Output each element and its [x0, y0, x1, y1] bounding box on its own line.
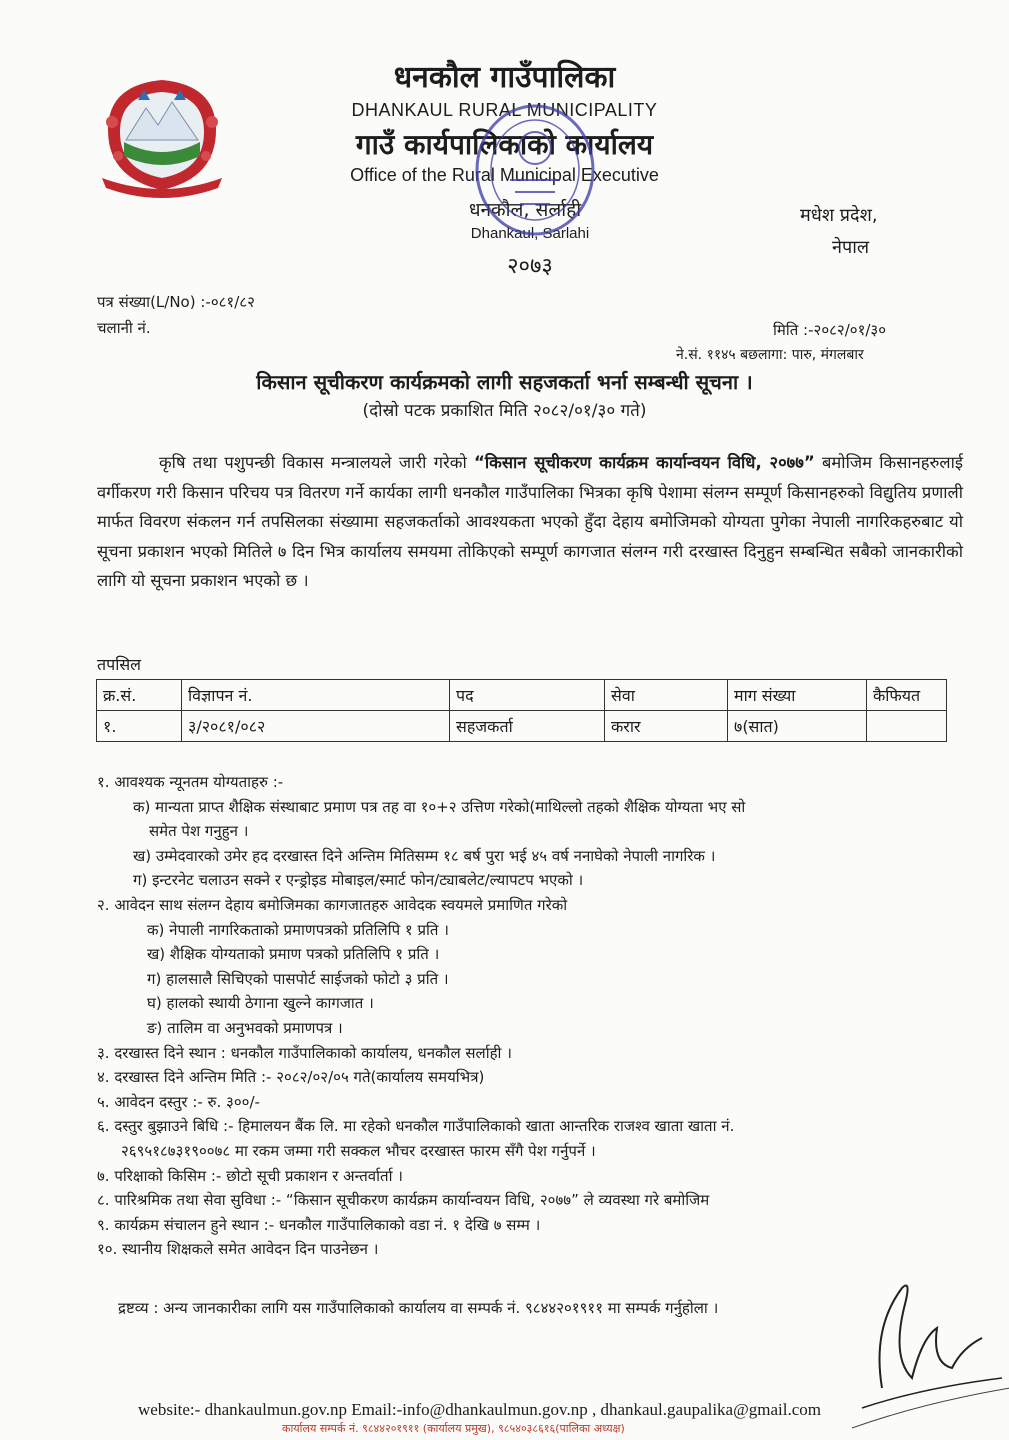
- intro-lead: कृषि तथा पशुपन्छी विकास मन्त्रालयले जारी गरेको: [159, 453, 475, 472]
- list-item: ४. दरखास्त दिने अन्तिम मिति :- २०८२/०२/०५ गते(कार्यालय समयभित्र): [97, 1068, 485, 1087]
- table-cell: सहजकर्ता: [450, 711, 605, 742]
- list-item: ग) इन्टरनेट चलाउन सक्ने र एन्ड्रोइड मोबाइल/स्मार्ट फोन/ट्याबलेट/ल्यापटप भएको ।: [133, 871, 584, 890]
- intro-paragraph: [97, 448, 963, 596]
- table-header-cell: माग संख्या: [728, 680, 867, 711]
- country-label: नेपाल: [832, 237, 870, 258]
- address-np: धनकौल, सर्लाही: [468, 199, 582, 221]
- municipality-name-en: DHANKAUL RURAL MUNICIPALITY: [351, 100, 658, 120]
- table-cell: ३/२०८१/०८२: [182, 711, 450, 742]
- reference-number: पत्र संख्या(L/No) :-०८१/८२: [97, 293, 255, 311]
- signature-stamp: [842, 1268, 1009, 1438]
- requirements-list: [97, 770, 967, 1262]
- table-header-row: [97, 680, 947, 711]
- table-header-cell: कैफियत: [867, 680, 947, 711]
- footer-contacts: website:- dhankaulmun.gov.np Email:-info@dhankaulmun.gov.np , dhankaul.gaupalika@gmail.com: [138, 1400, 821, 1419]
- table-cell: १.: [97, 711, 182, 742]
- list-item: ङ) तालिम वा अनुभवको प्रमाणपत्र ।: [147, 1018, 343, 1037]
- table-header-cell: सेवा: [605, 680, 728, 711]
- office-name-en: Office of the Rural Municipal Executive: [350, 165, 659, 185]
- intro-rest: बमोजिम किसानहरुलाई वर्गीकरण गरी किसान परिचय पत्र वितरण गर्ने कार्यका लागी धनकौल गाउँपालिका भित्रका कृषि पेशामा संलग्न सम्पूर्ण किसानहरुको विद्युतिय प्रणाली मार्फत विवरण संकलन गर्न तपसिलका संख्यामा सहजकर्ताको आवश्यकता भएको हुँदा देहाय बमोजिमको योग्यता पुगेका नेपाली नागरिकहरुबाट यो सूचना प्रकाशन भएको मितिले ७ दिन भित्र कार्यालय समयमा तोकिएको सम्पूर्ण कागजात संलग्न गरी दरखास्त दिनुहुन सम्बन्धित सबैको जानकारीको लागि यो सूचना प्रकाशन भएको छ ।: [97, 453, 963, 590]
- province-label: मधेश प्रदेश,: [800, 205, 878, 226]
- table-row: [97, 711, 947, 742]
- list-item: ९. कार्यक्रम संचालन हुने स्थान :- धनकौल गाउँपालिकाको वडा नं. १ देखि ७ सम्म ।: [97, 1215, 541, 1234]
- list-item: क) नेपाली नागरिकताको प्रमाणपत्रको प्रतिलिपि १ प्रति ।: [147, 920, 449, 939]
- table-cell: [867, 711, 947, 742]
- table-header-cell: पद: [450, 680, 605, 711]
- established-year: २०७३: [507, 254, 553, 279]
- municipality-name-np: धनकौल गाउँपालिका: [393, 60, 616, 95]
- office-name-np: गाउँ कार्यपालिकाको कार्यालय: [355, 128, 654, 161]
- office-seal-stamp: [470, 100, 600, 240]
- list-item: ५. आवेदन दस्तुर :- रु. ३००/-: [97, 1092, 260, 1111]
- table-cell: करार: [605, 711, 728, 742]
- list-item: २६९५१८७३१९००७८ मा रकम जम्मा गरी सक्कल भौचर दरखास्त फारम सँगै पेश गर्नुपर्ने ।: [121, 1141, 596, 1160]
- list-item: क) मान्यता प्राप्त शैक्षिक संस्थाबाट प्रमाण पत्र तह वा १०+२ उत्तिण गरेको(माथिल्लो तहको शैक्षिक योग्यता भए सो: [133, 797, 746, 816]
- vacancy-table: [96, 679, 947, 742]
- footer-phones: कार्यालय सम्पर्क नं. ९८४४२०१९११ (कार्यालय प्रमुख), ९८५४०३८६१६(पालिका अध्यक्ष): [282, 1422, 625, 1435]
- notice-heading: किसान सूचीकरण कार्यक्रमको लागी सहजकर्ता भर्ना सम्बन्धी सूचना ।: [256, 370, 753, 394]
- nepal-era-date: ने.सं. ११४५ बछलागा: पारु, मंगलबार: [676, 347, 864, 363]
- list-item: ग) हालसालै सिचिएको पासपोर्ट साईजको फोटो ३ प्रति ।: [147, 969, 449, 988]
- notice-date: मिति :-२०८२/०१/३०: [773, 321, 887, 339]
- list-item: ख) उम्मेदवारको उमेर हद दरखास्त दिने अन्तिम मितिसम्म १८ बर्ष पुरा भई ४५ वर्ष ननाघेको नेपाली नागरिक ।: [133, 846, 716, 865]
- intro-bold-title: “किसान सूचीकरण कार्यक्रम कार्यान्वयन विधि, २०७७”: [474, 453, 815, 472]
- table-header-cell: क्र.सं.: [97, 680, 182, 711]
- notice-subheading: (दोस्रो पटक प्रकाशित मिति २०८२/०१/३० गते): [362, 401, 647, 421]
- dispatch-number: चलानी नं.: [97, 319, 151, 337]
- list-item: ७. परिक्षाको किसिम :- छोटो सूची प्रकाशन र अन्तर्वार्ता ।: [97, 1166, 403, 1185]
- table-label: तपसिल: [97, 655, 142, 674]
- address-en: Dhankaul, Sarlahi: [470, 225, 590, 242]
- list-item: ६. दस्तुर बुझाउने बिधि :- हिमालयन बैंक लि. मा रहेको धनकौल गाउँपालिकाको खाता आन्तरिक राजश्व खाता खाता नं.: [97, 1117, 735, 1136]
- table-cell: ७(सात): [728, 711, 867, 742]
- list-item: १. आवश्यक न्यूनतम योग्यताहरु :-: [97, 773, 284, 791]
- list-item: ८. पारिश्रमिक तथा सेवा सुविधा :- “किसान सूचीकरण कार्यक्रम कार्यान्वयन विधि, २०७७” ले व्यवस्था गरे बमोजिम: [97, 1191, 710, 1210]
- contact-note: द्रष्टव्य : अन्य जानकारीका लागि यस गाउँपालिकाको कार्यालय वा सम्पर्क नं. ९८४४२०१९११ मा सम्पर्क गर्नुहोला ।: [118, 1299, 719, 1317]
- list-item: ३. दरखास्त दिने स्थान : धनकौल गाउँपालिकाको कार्यालय, धनकौल सर्लाही ।: [97, 1043, 512, 1062]
- list-item: २. आवेदन साथ संलग्न देहाय बमोजिमका कागजातहरु आवेदक स्वयमले प्रमाणित गरेको: [97, 895, 568, 914]
- list-item: समेत पेश गनुहुन ।: [149, 822, 249, 841]
- table-header-cell: विज्ञापन नं.: [182, 680, 450, 711]
- list-item: ख) शैक्षिक योग्यताको प्रमाण पत्रको प्रतिलिपि १ प्रति ।: [147, 945, 440, 964]
- list-item: १०. स्थानीय शिक्षकले समेत आवेदन दिन पाउनेछन ।: [97, 1240, 379, 1259]
- list-item: घ) हालको स्थायी ठेगाना खुल्ने कागजात ।: [147, 994, 374, 1013]
